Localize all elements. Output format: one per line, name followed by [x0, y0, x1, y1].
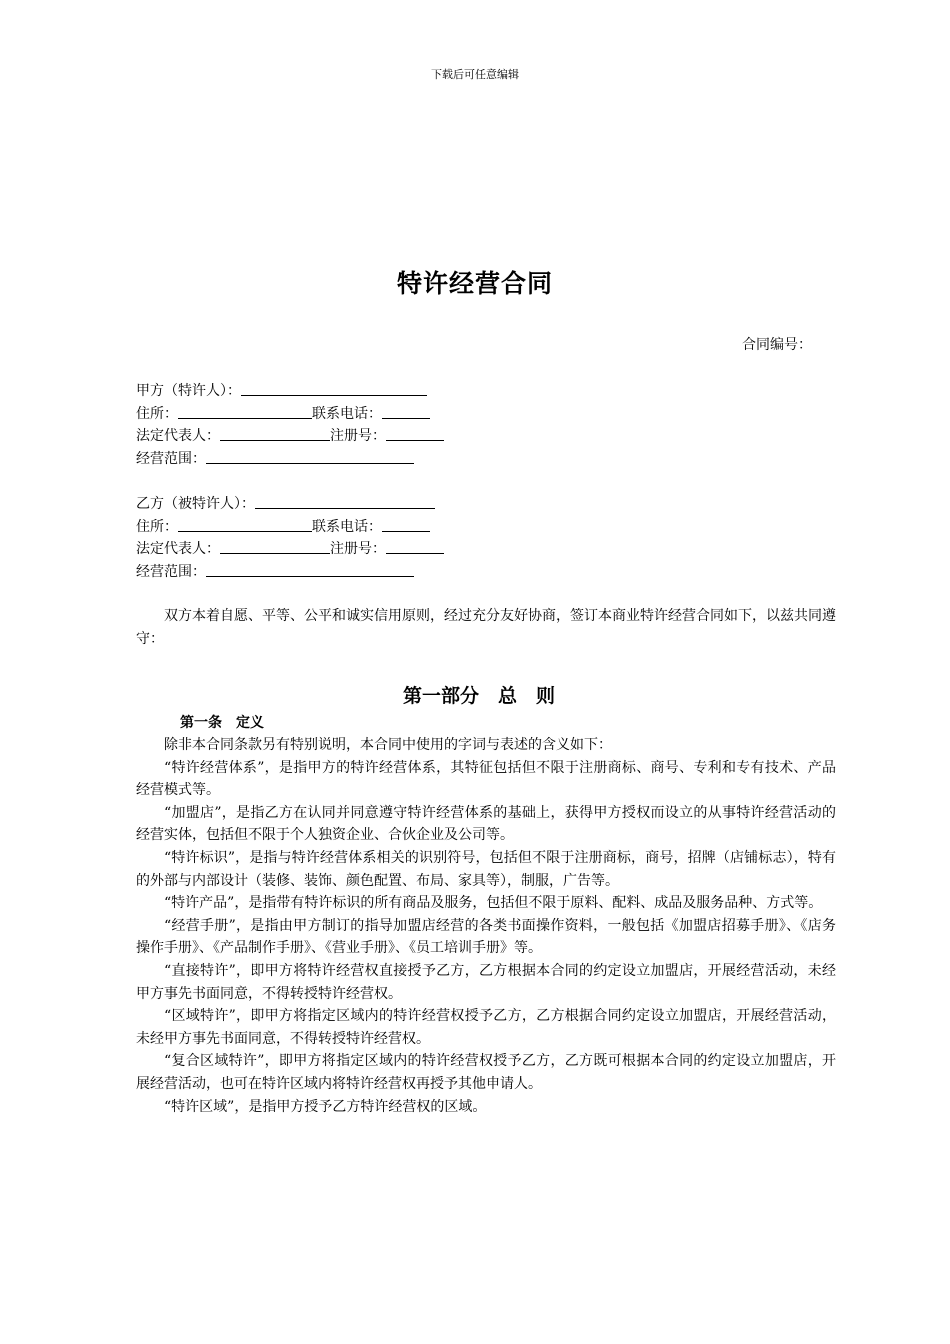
definition-paragraph: “复合区域特许”，即甲方将指定区域内的特许经营权授予乙方，乙方既可根据本合同的约定设立加盟店，开展经营活动，也可在特许区域内将特许经营权再授予其他申请人。	[136, 1053, 836, 1092]
party-a-address-field[interactable]	[178, 403, 312, 419]
document-title: 特许经营合同	[396, 269, 553, 298]
party-a-phone-field[interactable]	[382, 403, 430, 419]
definition-paragraph: “区域特许”，即甲方将指定区域内的特许经营权授予乙方，乙方根据合同约定设立加盟店，开展经营活动，未经甲方事先书面同意，不得转授特许经营权。	[136, 1008, 836, 1047]
definition-paragraph: “特许标识”，是指与特许经营体系相关的识别符号，包括但不限于注册商标，商号，招牌（店铺标志），特有的外部与内部设计（装修、装饰、颜色配置、布局、家具等），制服，广告等。	[136, 849, 836, 889]
party-b-reg-no-field[interactable]	[386, 538, 444, 554]
party-a-name-label: 甲方（特许人）：	[136, 383, 241, 399]
party-a-rep-line	[136, 425, 444, 448]
party-b-legal-rep-field[interactable]	[220, 538, 330, 554]
party-a-legal-rep-field[interactable]	[220, 425, 330, 441]
definition-paragraph: “特许经营体系”，是指甲方的特许经营体系，其特征包括但不限于注册商标、商号、专利和专有技术、产品经营模式等。	[136, 759, 836, 799]
party-b-name-line	[136, 493, 444, 516]
party-b-scope-label: 经营范围：	[136, 563, 206, 580]
party-a-scope-label: 经营范围：	[136, 450, 206, 467]
definition-paragraph: 除非本合同条款另有特别说明，本合同中使用的字词与表述的含义如下：	[164, 737, 612, 753]
party-b-name-label: 乙方（被特许人）：	[136, 496, 255, 512]
party-b-phone-field[interactable]	[382, 516, 430, 532]
intro-text: 双方本着自愿、平等、公平和诚实信用原则，经过充分友好协商，签订本商业特许经营合同如下，以兹共同遵守：	[136, 608, 836, 647]
party-a-reg-no-field[interactable]	[386, 425, 444, 441]
party-b-phone-label: 联系电话：	[312, 518, 382, 535]
party-a-name-field[interactable]	[241, 380, 427, 396]
section-title: 第一部分 总 则	[402, 685, 555, 707]
party-a-legal-rep-label: 法定代表人：	[136, 428, 220, 445]
definition-paragraph: “直接特许”，即甲方将特许经营权直接授予乙方，乙方根据本合同的约定设立加盟店，开展经营活动，未经甲方事先书面同意，不得转授特许经营权。	[136, 962, 836, 1002]
party-b-rep-line	[136, 538, 444, 561]
party-b-reg-no-label: 注册号：	[330, 541, 386, 558]
party-a-scope-field[interactable]	[206, 448, 414, 464]
party-b-legal-rep-label: 法定代表人：	[136, 541, 220, 558]
contract-number-label: 合同编号：	[742, 337, 812, 353]
definition-paragraph: “特许区域”，是指甲方授予乙方特许经营权的区域。	[164, 1098, 487, 1115]
party-b-address-label: 住所：	[136, 518, 178, 535]
party-a-address-line	[136, 403, 444, 426]
party-b-address-field[interactable]	[178, 516, 312, 532]
definitions-list	[136, 734, 836, 1118]
intro-paragraph	[136, 605, 836, 650]
party-a-reg-no-label: 注册号：	[330, 428, 386, 445]
party-b-scope-field[interactable]	[206, 561, 414, 577]
definition-paragraph: “经营手册”，是指由甲方制订的指导加盟店经营的各类书面操作资料，一般包括《加盟店招募手册》、《店务操作手册》、《产品制作手册》、《营业手册》、《员工培训手册》等。	[136, 917, 836, 957]
definition-paragraph: “加盟店”，是指乙方在认同并同意遵守特许经营体系的基础上，获得甲方授权而设立的从事特许经营活动的经营实体，包括但不限于个人独资企业、合伙企业及公司等。	[136, 804, 836, 844]
party-a-phone-label: 联系电话：	[312, 405, 382, 422]
article-1-title: 第一条 定义	[180, 715, 264, 731]
party-b-address-line	[136, 516, 444, 539]
party-b-scope-line	[136, 561, 444, 584]
party-b-name-field[interactable]	[255, 493, 435, 509]
header-note: 下载后可任意编辑	[431, 68, 519, 81]
party-a-name-line	[136, 380, 444, 403]
party-a-address-label: 住所：	[136, 405, 178, 422]
party-a-block	[136, 380, 444, 470]
party-b-block	[136, 493, 444, 583]
definition-paragraph: “特许产品”，是指带有特许标识的所有商品及服务，包括但不限于原料、配料、成品及服务品种、方式等。	[164, 895, 823, 912]
party-a-scope-line	[136, 448, 444, 471]
